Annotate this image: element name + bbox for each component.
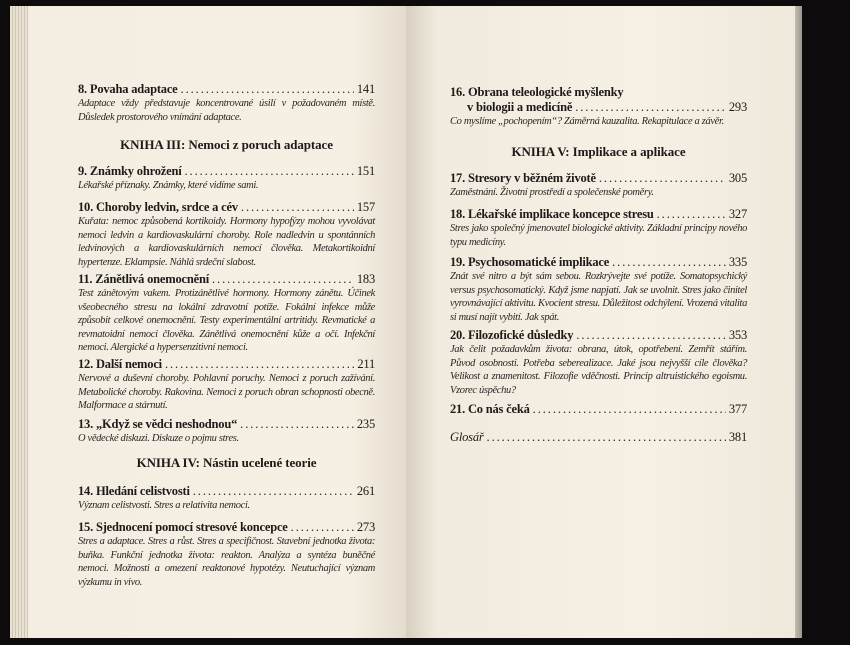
toc-entry-9[interactable]: [78, 164, 375, 193]
entry-title: 17. Stresory v běžném životě: [450, 171, 596, 185]
entry-title: 20. Filozofické důsledky: [450, 328, 574, 342]
entry-title: 18. Lékařské implikace koncepce stresu: [450, 207, 654, 221]
entry-description: Nervové a duševní choroby. Pohlavní poruchy. Nemoci z poruch zažívání. Metabolické choroby. Rakovina. Nemoci z poruch obran schopnosti obecně. Malformace a stárnutí.: [78, 373, 375, 411]
page-number: 183: [356, 272, 375, 286]
entry-description: Kuřata: nemoc způsobená kortikoidy. Hormony hypofýzy mohou vyvolávat nemoci ledvin a kardiovaskulární choroby. Role nadledvin u spontánních ledvinových a kardiovaskulárních nemocí člověka. Metakortikoidní hypertenze. Eklampsie. Náhlá srdeční slabost.: [78, 216, 375, 268]
entry-title: 11. Zánětlivá onemocnění: [78, 272, 209, 286]
toc-entry-12[interactable]: [78, 357, 375, 413]
entry-description: Stres jako společný jmenovatel biologické aktivity. Základní principy nového typu medicíny.: [450, 223, 747, 248]
dot-leader: [533, 402, 726, 417]
toc-entry-11[interactable]: [78, 272, 375, 355]
entry-description: O vědecké diskuzi. Diskuze o pojmu stres.: [78, 433, 239, 444]
entry-description: Test zánětovým vakem. Protizánětlivé hormony. Hormony zánětu. Účinek všeobecného stresu na lokální zdravotní potíže. Fokální infekce může způsobit celkové onemocnění. Testy experimentální artritidy. Revmatické a revmatoidní nemoci člověka. Zánětlivá onemocnění kůže a očí. Infekční nemoci. Alergické a hypersenzitivní nemoci.: [78, 288, 375, 353]
page-number: 305: [728, 171, 747, 185]
dot-leader: [657, 207, 726, 222]
entry-title: 8. Povaha adaptace: [78, 82, 178, 96]
page-number: 377: [728, 402, 747, 416]
entry-title: 19. Psychosomatické implikace: [450, 255, 610, 269]
entry-description: Stres a adaptace. Stres a růst. Stres a specifičnost. Stavební jednotka života: buňka. Funkční jednotka života: reakton. Analýza a syntéza buněčné nemoci. Možnosti a omezení reaktonové hypotézy. Neutuchající význam výzkumu in vivo.: [78, 536, 375, 588]
toc-entry-17[interactable]: [450, 171, 747, 200]
toc-entry-19[interactable]: [450, 255, 747, 324]
right-page: [406, 6, 802, 638]
page-number: 335: [728, 255, 747, 269]
dot-leader: [181, 82, 354, 97]
entry-description: Znát své nitro a být sám sebou. Rozkrývejte své potíže. Somatopsychický versus psychosomatický. Když jsme napjatí. Jak se uvolnit. Stres jako činitel vyrovnávající aktivitu. Kvocient stresu. Důležitost odchýlení. Vrozená vitalita si musí najít vybití. Jak spát.: [450, 271, 747, 323]
dot-leader: [612, 255, 726, 270]
entry-title: v biologii a medicíně: [467, 100, 573, 114]
dot-leader: [576, 328, 726, 343]
dot-leader: [165, 357, 354, 372]
entry-title: 9. Známky ohrožení: [78, 164, 182, 178]
book-heading-5: KNIHA V: Implikace a aplikace: [511, 144, 686, 159]
entry-description: Význam celistvosti. Stres a relativita nemoci.: [78, 500, 250, 511]
dot-leader: [240, 417, 354, 432]
entry-description: Zaměstnání. Životní prostředí a společenské poměry.: [450, 187, 654, 198]
entry-title: 21. Co nás čeká: [450, 402, 530, 416]
page-number: 151: [356, 164, 375, 178]
toc-entry-glossary[interactable]: [450, 430, 747, 445]
toc-entry-15[interactable]: [78, 520, 375, 589]
page-number: 353: [728, 328, 747, 342]
dot-leader: [291, 520, 354, 535]
dot-leader: [212, 272, 354, 287]
toc-entry-16[interactable]: [450, 85, 747, 129]
toc-entry-14[interactable]: [78, 484, 375, 513]
entry-title: Glosář: [450, 430, 484, 444]
page-number: 235: [356, 417, 375, 431]
dot-leader: [599, 171, 726, 186]
page-number: 261: [356, 484, 375, 498]
scan-shadow: [795, 0, 850, 645]
book-heading-4: KNIHA IV: Nástin ucelené teorie: [136, 455, 317, 470]
entry-description: Jak čelit požadavkům života: obrana, útok, opotřebení. Zemřít stářím. Původ osobnosti. Potřeba seberealizace. Jaké jsou nejvyšší cíle člověka? Velikost a znamenitost. Filozofie vděčnosti. Princip altruistického egoismu. Vzorec úspěchu?: [450, 344, 747, 396]
toc-entry-8[interactable]: [78, 82, 375, 124]
page-number: 273: [356, 520, 375, 534]
toc-entry-18[interactable]: [450, 207, 747, 249]
toc-entry-13[interactable]: [78, 417, 375, 446]
toc-entry-10[interactable]: [78, 200, 375, 269]
entry-title: 10. Choroby ledvin, srdce a cév: [78, 200, 238, 214]
entry-title: 15. Sjednocení pomocí stresové koncepce: [78, 520, 288, 534]
page-number: 211: [357, 357, 375, 371]
page-number: 141: [356, 82, 375, 96]
entry-title: 12. Další nemoci: [78, 357, 162, 371]
page-number: 381: [728, 430, 747, 444]
page-number: 327: [728, 207, 747, 221]
page-number: 157: [356, 200, 375, 214]
book-heading-3: KNIHA III: Nemoci z poruch adaptace: [120, 137, 333, 152]
entry-title: 13. „Když se vědci neshodnou“: [78, 417, 238, 431]
entry-title-line1: 16. Obrana teleologické myšlenky: [450, 85, 624, 99]
page-number: 293: [728, 100, 747, 114]
entry-description: Adaptace vždy představuje koncentrované úsilí v požadovaném místě. Důsledek prostorového vnímání adaptace.: [78, 98, 375, 123]
left-page: [28, 6, 406, 638]
entry-title: 14. Hledání celistvosti: [78, 484, 190, 498]
entry-description: Lékařské příznaky. Známky, které vidíme sami.: [78, 180, 259, 191]
toc-entry-20[interactable]: [450, 328, 747, 397]
entry-description: Co myslíme „pochopením“? Záměrná kauzalita. Rekapitulace a závěr.: [450, 116, 724, 127]
dot-leader: [241, 200, 354, 215]
dot-leader: [184, 164, 353, 179]
dot-leader: [193, 484, 354, 499]
dot-leader: [487, 430, 726, 445]
toc-entry-21[interactable]: [450, 402, 747, 417]
dot-leader: [575, 100, 726, 115]
